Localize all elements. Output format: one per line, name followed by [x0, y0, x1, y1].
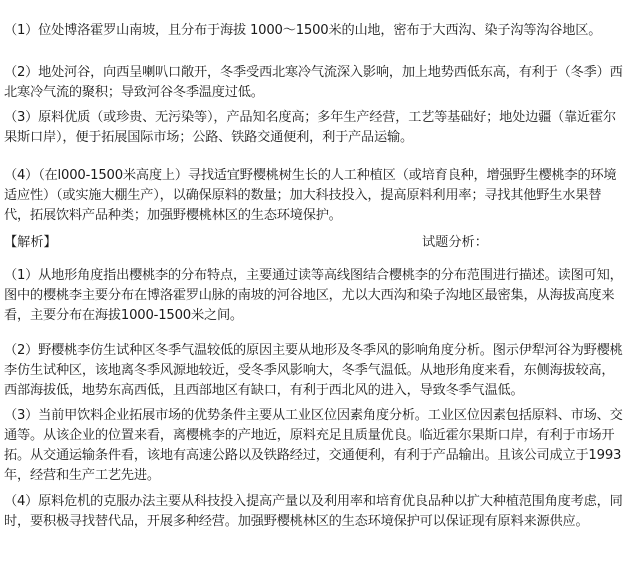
analysis-label: 【解析】	[4, 235, 57, 250]
answer-paragraph-2: （2）地处河谷，向西呈喇叭口敞开，冬季受西北寒冷气流深入影响，加上地势西低东高，有利于（冬季）西北寒冷气流的聚积；导致河谷冬季温度过低。	[4, 65, 623, 100]
analysis-paragraph-4: （4）原料危机的克服办法主要从科技投入提高产量以及利用率和培育优良品种以扩大种植范围角度考虑，同时，要积极寻找替代品，开展多种经营。加强野樱桃林区的生态环境保护可以保证现有原料来源供应。	[4, 494, 623, 529]
answer-paragraph-1: （1）位处博洛霍罗山南坡，且分布于海拔 1000～1500米的山地，密布于大西沟、染子沟等沟谷地区。	[4, 23, 602, 38]
analysis-heading	[4, 233, 626, 253]
answer-paragraph-3: （3）原料优质（或珍贵、无污染等），产品知名度高；多年生产经营，工艺等基础好；地处边疆（靠近霍尔果斯口岸），便于拓展国际市场；公路、铁路交通便利，利于产品运输。	[4, 110, 616, 145]
analysis-subtitle: 试题分析：	[422, 235, 488, 250]
analysis-paragraph-3: （3）当前甲饮料企业拓展市场的优势条件主要从工业区位因素角度分析。工业区位因素包括原料、市场、交通等。从该企业的位置来看，离樱桃李的产地近，原料充足且质量优良。临近霍尔果斯口岸，有利于市场开拓。从交通运输条件看，该地有高速公路以及铁路经过，交通便利，有利于产品输出。且该公司成立于1993年，经营和生产工艺先进。	[4, 408, 623, 483]
analysis-paragraph-2: （2）野樱桃李仿生试种区冬季气温较低的原因主要从地形及冬季风的影响角度分析。图示伊犁河谷为野樱桃李仿生试种区，该地离冬季风源地较近，受冬季风影响大，冬季气温低。从地形角度来看，东侧海拔较高，西部海拔低，地势东高西低，且西部地区有缺口，有利于西北风的进入，导致冬季气温低。	[4, 343, 623, 398]
analysis-paragraph-1: （1）从地形角度指出樱桃李的分布特点，主要通过读等高线图结合樱桃李的分布范围进行描述。读图可知，图中的樱桃李主要分布在博洛霍罗山脉的南坡的河谷地区，尤以大西沟和染子沟地区最密集，从海拔高度来看，主要分布在海拔1000-1500米之间。	[4, 268, 623, 323]
answer-paragraph-4: （4）（在l000-1500米高度上）寻找适宜野樱桃树生长的人工种植区（或培育良种，增强野生樱桃李的环境适应性）（或实施大棚生产），以确保原料的数量；加大科技投入，提高原料利用率；寻找其他野生水果替代，拓展饮料产品种类；加强野樱桃林区的生态环境保护。	[4, 168, 617, 223]
